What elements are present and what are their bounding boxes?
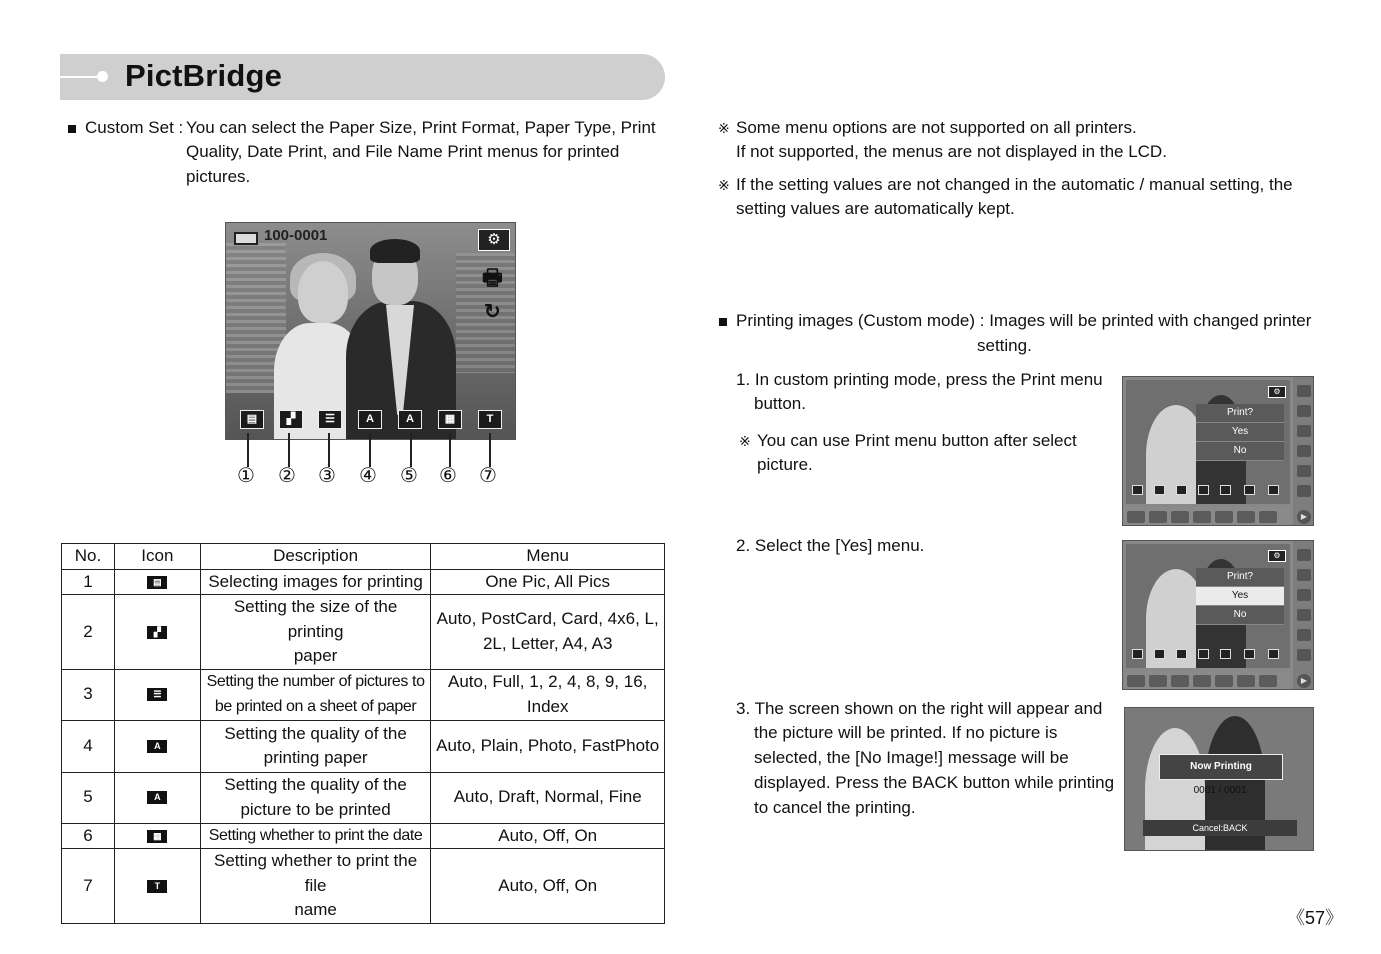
- row-description-line2: be printed on a sheet of paper: [214, 697, 417, 715]
- settings-table: [61, 543, 665, 924]
- table-header-description: Description: [200, 544, 431, 570]
- callout-line-6: [449, 433, 451, 467]
- callout-line-7: [489, 433, 491, 467]
- file-name-icon: [1268, 485, 1279, 495]
- bottom-button[interactable]: [1193, 511, 1211, 523]
- row-number: 1: [62, 569, 115, 595]
- callout-number-6: ⑥: [439, 465, 457, 487]
- row-description-line2: name: [294, 900, 337, 919]
- row-description-line1: Setting the number of pictures to: [206, 673, 425, 690]
- bottom-button[interactable]: [1215, 675, 1233, 687]
- print-quality-icon: [1220, 649, 1231, 659]
- row-icon-cell: [114, 849, 200, 924]
- row-menu: [431, 595, 665, 670]
- camera-screen-frame: [1123, 377, 1293, 507]
- date-print-icon: ▦: [438, 410, 462, 429]
- row-icon-cell: [114, 569, 200, 595]
- row-menu-line1: Auto, Full, 1, 2, 4, 8, 9, 16,: [447, 672, 648, 691]
- custom-set-bullet: [68, 116, 76, 141]
- bottom-button[interactable]: [1237, 675, 1255, 687]
- gear-icon: ⚙: [1268, 550, 1286, 562]
- paper-size-icon: ▞: [279, 410, 303, 429]
- print-count: 0001 / 0001: [1193, 785, 1247, 796]
- note2-line2: setting values are automatically kept.: [736, 199, 1015, 218]
- bottom-button[interactable]: [1149, 675, 1167, 687]
- side-button[interactable]: [1297, 485, 1311, 497]
- multi-image-icon: ▤: [147, 576, 167, 589]
- step1-line1: 1. In custom printing mode, press the Print menu: [736, 370, 1103, 389]
- print-prompt: Print?: [1196, 404, 1284, 423]
- layout-icon: ☰: [147, 688, 167, 701]
- row-description: Selecting images for printing: [200, 569, 431, 595]
- print-quality-icon: A: [398, 410, 422, 429]
- step1-note-mark: ※: [739, 433, 751, 449]
- row-menu-line1: Auto, PostCard, Card, 4x6, L,: [436, 609, 659, 629]
- bottom-button[interactable]: [1149, 511, 1167, 523]
- side-button[interactable]: [1297, 385, 1311, 397]
- printing-line1: Printing images (Custom mode) : Images will be printed with changed printer: [736, 311, 1312, 330]
- row-menu-line2: Index: [526, 696, 569, 716]
- row-description-line1: Setting the size of the printing: [233, 597, 398, 641]
- print-menu: [1196, 404, 1284, 461]
- table-header-menu: Menu: [431, 544, 665, 570]
- table-header-no: No.: [62, 544, 115, 570]
- banner-decoration-line: [60, 76, 100, 78]
- bullet-square-icon: [719, 318, 727, 326]
- page-title: PictBridge: [125, 58, 283, 93]
- row-description: [200, 849, 431, 924]
- row-description: [200, 595, 431, 670]
- date-print-icon: ▦: [147, 830, 167, 843]
- step3-line4: displayed. Press the BACK button while printing: [754, 773, 1115, 792]
- callout-number-2: ②: [278, 465, 296, 487]
- custom-set-text-line1: You can select the Paper Size, Print Format, Paper Type, Print: [186, 118, 656, 137]
- file-number: 100-0001: [264, 227, 328, 244]
- paper-type-icon: [1198, 485, 1209, 495]
- callout-line-3: [328, 433, 330, 467]
- play-icon[interactable]: ▶: [1297, 674, 1311, 688]
- table-header-row: [62, 544, 665, 570]
- bottom-button[interactable]: [1193, 675, 1211, 687]
- callout-line-4: [369, 433, 371, 467]
- table-row: [62, 669, 665, 720]
- side-button[interactable]: [1297, 425, 1311, 437]
- note-mark: ※: [718, 120, 730, 136]
- side-button[interactable]: [1297, 405, 1311, 417]
- bottom-button[interactable]: [1259, 675, 1277, 687]
- side-button[interactable]: [1297, 649, 1311, 661]
- refresh-icon: ↻: [484, 301, 501, 323]
- paper-type-icon: [1198, 649, 1209, 659]
- row-icon-cell: [114, 823, 200, 849]
- page-number: 《57》: [1287, 908, 1344, 928]
- callout-line-1: [247, 433, 249, 467]
- row-description: [200, 720, 431, 772]
- camera-side-buttons: [1293, 377, 1314, 526]
- custom-set-text-line2: Quality, Date Print, and File Name Print menus for printed: [186, 142, 620, 161]
- row-menu: Auto, Off, On: [431, 823, 665, 849]
- paper-size-icon: ▞: [147, 626, 167, 639]
- row-number: 5: [62, 772, 115, 823]
- layout-icon: ☰: [318, 410, 342, 429]
- bottom-button[interactable]: [1171, 675, 1189, 687]
- bottom-button[interactable]: [1127, 511, 1145, 523]
- row-menu-line2: 2L, Letter, A4, A3: [482, 633, 613, 653]
- custom-set-text-line3: pictures.: [186, 167, 251, 186]
- step3-line2: the picture will be printed. If no picture is: [754, 723, 1058, 742]
- setting-icons-row: [1130, 485, 1290, 495]
- camera-lcd-screen: [225, 222, 516, 440]
- row-description-line1: Setting the quality of the: [224, 723, 407, 743]
- side-button[interactable]: [1297, 629, 1311, 641]
- step3-line3: selected, the [No Image!] message will be: [754, 748, 1069, 767]
- row-description-line1: Setting whether to print the file: [214, 851, 418, 895]
- camera-screen-print-menu: [1122, 376, 1314, 526]
- row-description: [200, 772, 431, 823]
- row-number: 3: [62, 669, 115, 720]
- file-name-icon: [1268, 649, 1279, 659]
- table-row: [62, 569, 665, 595]
- printing-bullet: [719, 309, 727, 334]
- printer-icon: 🖶: [482, 265, 503, 290]
- print-prompt: Print?: [1196, 568, 1284, 587]
- multi-image-icon: [1132, 485, 1143, 495]
- row-description-line2: picture to be printed: [240, 799, 391, 819]
- paper-size-icon: [1154, 649, 1165, 659]
- bottom-button[interactable]: [1171, 511, 1189, 523]
- layout-icon: [1176, 649, 1187, 659]
- camera-bottom-buttons: [1123, 671, 1293, 690]
- banner-decoration-dot: [97, 71, 108, 82]
- row-menu: [431, 669, 665, 720]
- row-menu: One Pic, All Pics: [431, 569, 665, 595]
- note-mark: ※: [718, 177, 730, 193]
- side-button[interactable]: [1297, 445, 1311, 457]
- callout-number-5: ⑤: [400, 465, 418, 487]
- camera-screen-yes-selected: [1122, 540, 1314, 690]
- step3-line1: 3. The screen shown on the right will appear and: [736, 699, 1103, 718]
- camera-side-buttons: [1293, 541, 1314, 690]
- callout-line-2: [288, 433, 290, 467]
- row-icon-cell: [114, 595, 200, 670]
- bottom-button[interactable]: [1215, 511, 1233, 523]
- table-row: [62, 595, 665, 670]
- print-quality-icon: A: [147, 791, 167, 804]
- step3-line5: to cancel the printing.: [754, 798, 916, 817]
- battery-icon: [234, 232, 258, 245]
- gear-icon: ⚙: [478, 229, 510, 251]
- side-button[interactable]: [1297, 549, 1311, 561]
- note1-line2: If not supported, the menus are not displayed in the LCD.: [736, 142, 1167, 161]
- row-number: 6: [62, 823, 115, 849]
- photo-groom-hair: [370, 239, 420, 263]
- layout-icon: [1176, 485, 1187, 495]
- callout-number-4: ④: [359, 465, 377, 487]
- camera-screen-frame: [1123, 541, 1293, 671]
- step1-note-line1: You can use Print menu button after select: [757, 431, 1077, 450]
- printing-line2: setting.: [977, 336, 1032, 355]
- row-number: 2: [62, 595, 115, 670]
- note1-line1: Some menu options are not supported on all printers.: [736, 118, 1137, 137]
- row-menu: Auto, Plain, Photo, FastPhoto: [431, 720, 665, 772]
- print-quality-icon: [1220, 485, 1231, 495]
- row-description: Setting whether to print the date: [200, 823, 431, 849]
- photo-bride-head: [298, 261, 348, 323]
- paper-size-icon: [1154, 485, 1165, 495]
- side-button[interactable]: [1297, 609, 1311, 621]
- setting-icons-row: [1130, 649, 1290, 659]
- row-description: [200, 669, 431, 720]
- bottom-button[interactable]: [1237, 511, 1255, 523]
- callout-line-5: [410, 433, 412, 467]
- camera-bottom-buttons: [1123, 507, 1293, 526]
- row-menu: Auto, Draft, Normal, Fine: [431, 772, 665, 823]
- row-description-line1: Setting the quality of the: [224, 775, 407, 794]
- row-menu: Auto, Off, On: [431, 849, 665, 924]
- multi-image-icon: ▤: [240, 410, 264, 429]
- row-description-line2: paper: [293, 646, 338, 665]
- paper-type-icon: A: [358, 410, 382, 429]
- step2-text: 2. Select the [Yes] menu.: [736, 536, 925, 555]
- print-menu: [1196, 568, 1284, 625]
- menu-option-yes[interactable]: Yes: [1196, 587, 1284, 606]
- callout-number-3: ③: [318, 465, 336, 487]
- callout-number-1: ①: [237, 465, 255, 487]
- gear-icon: ⚙: [1268, 386, 1286, 398]
- bullet-square-icon: [68, 125, 76, 133]
- cancel-back-hint: Cancel:BACK: [1143, 820, 1297, 836]
- table-row: [62, 720, 665, 772]
- table-row: [62, 849, 665, 924]
- menu-option-no[interactable]: No: [1196, 442, 1284, 461]
- menu-option-no[interactable]: No: [1196, 606, 1284, 625]
- date-print-icon: [1244, 649, 1255, 659]
- table-row: [62, 823, 665, 849]
- custom-set-label: Custom Set :: [85, 118, 184, 137]
- menu-option-yes[interactable]: Yes: [1196, 423, 1284, 442]
- step1-note-line2: picture.: [757, 455, 813, 474]
- file-name-icon: T: [147, 880, 167, 893]
- table-row: [62, 772, 665, 823]
- row-icon-cell: [114, 772, 200, 823]
- file-name-icon: T: [478, 410, 502, 429]
- date-print-icon: [1244, 485, 1255, 495]
- row-number: 7: [62, 849, 115, 924]
- note2-line1: If the setting values are not changed in the automatic / manual setting, the: [736, 175, 1293, 194]
- row-icon-cell: [114, 720, 200, 772]
- row-icon-cell: [114, 669, 200, 720]
- paper-type-icon: A: [147, 740, 167, 753]
- bottom-button[interactable]: [1127, 675, 1145, 687]
- bottom-button[interactable]: [1259, 511, 1277, 523]
- table-header-icon: Icon: [114, 544, 200, 570]
- row-description-line2: printing paper: [263, 748, 368, 767]
- now-printing-title: Now Printing: [1159, 754, 1283, 780]
- row-number: 4: [62, 720, 115, 772]
- step1-line2: button.: [754, 394, 806, 413]
- camera-screen-now-printing: [1124, 707, 1314, 851]
- side-button[interactable]: [1297, 589, 1311, 601]
- side-button[interactable]: [1297, 569, 1311, 581]
- play-icon[interactable]: ▶: [1297, 510, 1311, 524]
- callout-number-7: ⑦: [479, 465, 497, 487]
- side-button[interactable]: [1297, 465, 1311, 477]
- multi-image-icon: [1132, 649, 1143, 659]
